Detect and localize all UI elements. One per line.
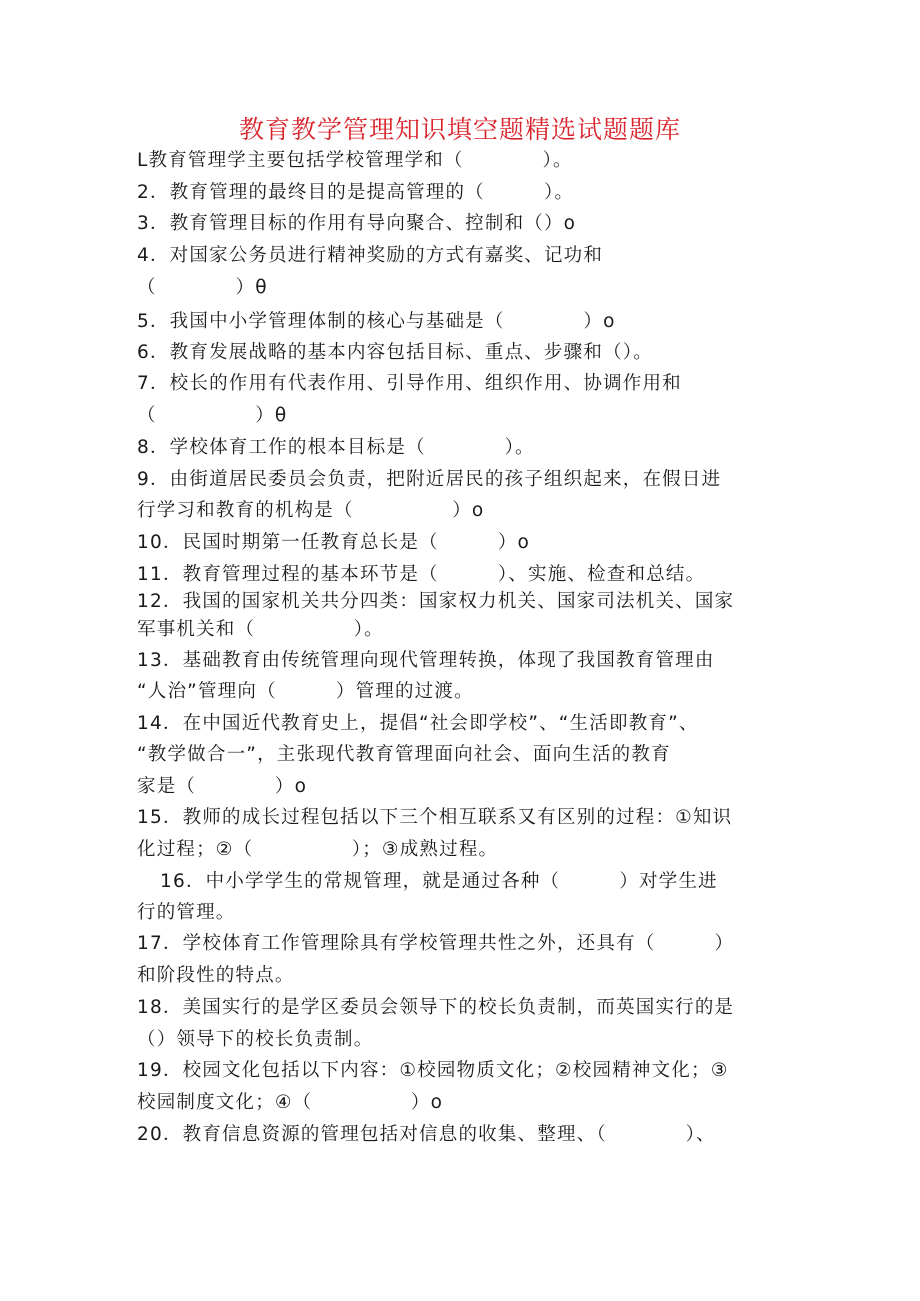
question-line: 5．我国中小学管理体制的核心与基础是（ ）o [137,311,616,332]
question-line: 家是（ ）o [137,776,308,797]
question-line: （ ）θ [137,277,268,298]
question-line: 行的管理。 [137,902,236,923]
question-line: L教育管理学主要包括学校管理学和（ ）。 [137,150,573,171]
question-line: 13．基础教育由传统管理向现代管理转换，体现了我国教育管理由 [137,650,715,671]
question-line: 军事机关和（ ）。 [137,619,384,640]
question-line: 12．我国的国家机关共分四类：国家权力机关、国家司法机关、国家 [137,591,735,612]
question-line: 和阶段性的特点。 [137,965,295,986]
document-title: 教育教学管理知识填空题精选试题题库 [238,115,681,144]
question-line: 10．民国时期第一任教育总长是（ ）o [137,532,531,553]
question-line: 7．校长的作用有代表作用、引导作用、组织作用、协调作用和 [137,373,682,394]
question-line: （）领导下的校长负责制。 [137,1029,374,1050]
question-line: 15．教师的成长过程包括以下三个相互联系又有区别的过程：①知识 [137,807,733,828]
question-line: 14．在中国近代教育史上，提倡“社会即学校”、“生活即教育”、 [137,713,699,734]
question-line: 20．教育信息资源的管理包括对信息的收集、整理、（ ）、 [137,1124,716,1145]
question-line: （ ）θ [137,405,288,426]
question-line: 行学习和教育的机构是（ ）o [137,500,485,521]
question-line: 化过程；②（ ）；③成熟过程。 [137,839,499,860]
question-line: 2．教育管理的最终目的是提高管理的（ ）。 [137,182,575,203]
question-line: 3．教育管理目标的作用有导向聚合、控制和（）o [137,213,577,234]
question-line: 18．美国实行的是学区委员会领导下的校长负责制，而英国实行的是 [137,997,735,1018]
question-line: 16．中小学学生的常规管理，就是通过各种（ ）对学生进 [160,871,718,892]
question-line: 11．教育管理过程的基本环节是（ ）、实施、检查和总结。 [137,564,706,585]
question-line: “人治”管理向（ ）管理的过渡。 [137,681,474,702]
question-line: 9．由街道居民委员会负责，把附近居民的孩子组织起来，在假日进 [137,469,722,490]
question-line: 4．对国家公务员进行精神奖励的方式有嘉奖、记功和 [137,245,604,266]
question-line: 17．学校体育工作管理除具有学校管理共性之外，还具有（ ） [137,933,735,954]
question-line: 19．校园文化包括以下内容：①校园物质文化；②校园精神文化；③ [137,1060,729,1081]
question-line: 8．学校体育工作的根本目标是（ ）。 [137,437,535,458]
question-line: “教学做合一”，主张现代教育管理面向社会、面向生活的教育 [137,744,671,765]
question-line: 校园制度文化；④（ ）o [137,1092,444,1113]
question-line: 6．教育发展战略的基本内容包括目标、重点、步骤和（）。 [137,342,653,363]
